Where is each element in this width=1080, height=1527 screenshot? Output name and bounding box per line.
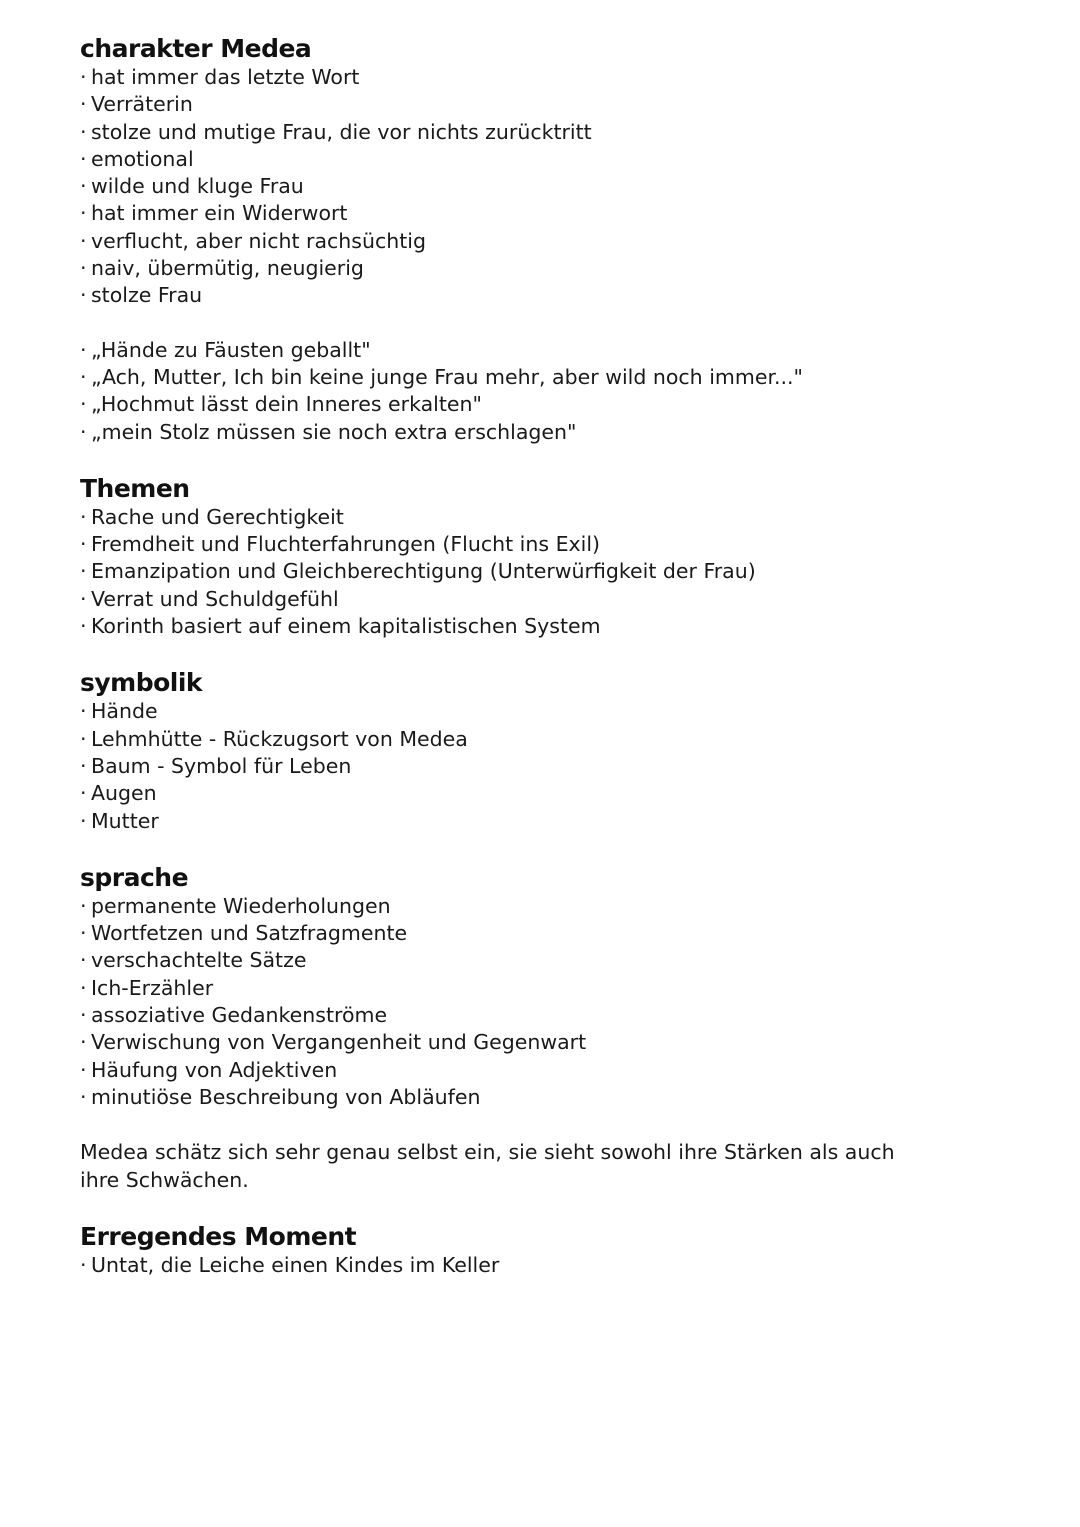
list-item-text: Hände [91,699,158,724]
bullet-dot: · [80,586,87,611]
list-item-text: stolze Frau [91,283,203,308]
heading-symbolik: symbolik [80,668,203,698]
list-item [80,200,1020,227]
bullet-dot: · [80,808,87,833]
bullet-dot: · [80,1252,87,1277]
bullet-dot: · [80,504,87,529]
bullet-dot: · [80,1003,87,1028]
list-item-text: „Hände zu Fäusten geballt" [91,337,371,362]
list-item [80,282,1020,309]
bullet-dot: · [80,532,87,557]
list-item [80,1057,1020,1084]
list-item [80,698,1020,725]
heading-erregendes-moment: Erregendes Moment [80,1221,357,1251]
section-charakter [80,34,1020,446]
list-item [80,558,1020,585]
list-item [80,228,1020,255]
list-item-text: Verräterin [91,92,193,117]
list-item [80,753,1020,780]
list-item [80,920,1020,947]
list-item-text: Ich-Erzähler [91,975,214,1000]
bullet-dot: · [80,921,87,946]
list-item-text: Emanzipation und Gleichberechtigung (Unterwürfigkeit der Frau) [91,559,756,584]
list-item-text: „Ach, Mutter, Ich bin keine junge Frau mehr, aber wild noch immer..." [91,364,803,389]
section-themen [80,474,1020,640]
section-erregendes-moment [80,1222,1020,1279]
list-item [80,947,1020,974]
bullet-dot: · [80,753,87,778]
bullet-dot: · [80,283,87,308]
list-item [80,531,1020,558]
list-item-text: assoziative Gedankenströme [91,1003,388,1028]
list-item [80,586,1020,613]
bullet-dot: · [80,1057,87,1082]
list-item [80,364,1020,391]
list-item-text: hat immer das letzte Wort [91,65,360,89]
bullet-dot: · [80,256,87,281]
list-item-text: naiv, übermütig, neugierig [91,256,364,281]
bullet-dot: · [80,364,87,389]
list-item [80,975,1020,1002]
list-item [80,255,1020,282]
erregendes-moment-list [80,1252,1020,1279]
list-item [80,91,1020,118]
bullet-dot: · [80,893,87,918]
list-item-text: Lehmhütte - Rückzugsort von Medea [91,726,468,751]
list-item-text: Baum - Symbol für Leben [91,753,352,778]
list-item-text: „mein Stolz müssen sie noch extra erschlagen" [91,419,577,444]
list-item-text: „Hochmut lässt dein Inneres erkalten" [91,392,482,417]
list-item [80,419,1020,446]
bullet-dot: · [80,146,87,171]
bullet-dot: · [80,948,87,973]
list-item-text: Mutter [91,808,159,833]
list-item-text: Rache und Gerechtigkeit [91,504,344,529]
notes-page [80,34,1020,1279]
bullet-dot: · [80,1030,87,1055]
bullet-dot: · [80,392,87,417]
list-item [80,780,1020,807]
list-item [80,893,1020,920]
list-item [80,119,1020,146]
bullet-dot: · [80,1084,87,1109]
list-item [80,337,1020,364]
bullet-dot: · [80,337,87,362]
list-item-text: verschachtelte Sätze [91,948,307,973]
list-item [80,64,1020,91]
section-symbolik [80,668,1020,834]
heading-charakter: charakter Medea [80,34,312,63]
list-item-text: Untat, die Leiche einen Kindes im Keller [91,1252,500,1277]
bullet-dot: · [80,726,87,751]
bullet-dot: · [80,419,87,444]
list-item [80,726,1020,753]
list-item-text: Wortfetzen und Satzfragmente [91,921,408,946]
heading-sprache: sprache [80,862,189,892]
list-item [80,504,1020,531]
list-item-text: Augen [91,781,157,806]
sprache-list [80,893,1020,1111]
list-item-text: stolze und mutige Frau, die vor nichts zurücktritt [91,119,592,144]
bullet-dot: · [80,699,87,724]
list-item-text: emotional [91,146,194,171]
list-item-text: Verwischung von Vergangenheit und Gegenwart [91,1030,587,1055]
list-item-text: verflucht, aber nicht rachsüchtig [91,228,426,253]
bullet-dot: · [80,975,87,1000]
bullet-dot: · [80,92,87,117]
list-item-text: hat immer ein Widerwort [91,201,348,226]
bullet-dot: · [80,201,87,226]
list-item-text: Häufung von Adjektiven [91,1057,338,1082]
list-item [80,613,1020,640]
list-item-text: Fremdheit und Fluchterfahrungen (Flucht ins Exil) [91,532,601,557]
bullet-dot: · [80,781,87,806]
summary-paragraph: Medea schätz sich sehr genau selbst ein, sie sieht sowohl ihre Stärken als auch ihre Schwächen. [80,1140,895,1192]
list-item [80,1029,1020,1056]
bullet-dot: · [80,559,87,584]
list-item [80,1252,1020,1279]
symbolik-list [80,698,1020,834]
list-item [80,1002,1020,1029]
charakter-quote-list [80,337,1020,446]
bullet-dot: · [80,174,87,199]
list-item [80,146,1020,173]
themen-list [80,504,1020,640]
list-item [80,808,1020,835]
bullet-dot: · [80,65,87,89]
list-item-text: Korinth basiert auf einem kapitalistischen System [91,614,601,639]
list-item [80,391,1020,418]
section-sprache [80,863,1020,1111]
list-item [80,173,1020,200]
list-item [80,1084,1020,1111]
list-item-text: minutiöse Beschreibung von Abläufen [91,1084,481,1109]
list-item-text: Verrat und Schuldgefühl [91,586,339,611]
heading-themen: Themen [80,473,190,503]
bullet-dot: · [80,119,87,144]
list-item-text: permanente Wiederholungen [91,893,391,918]
charakter-trait-list [80,64,1020,310]
list-item-text: wilde und kluge Frau [91,174,304,199]
bullet-dot: · [80,228,87,253]
bullet-dot: · [80,614,87,639]
